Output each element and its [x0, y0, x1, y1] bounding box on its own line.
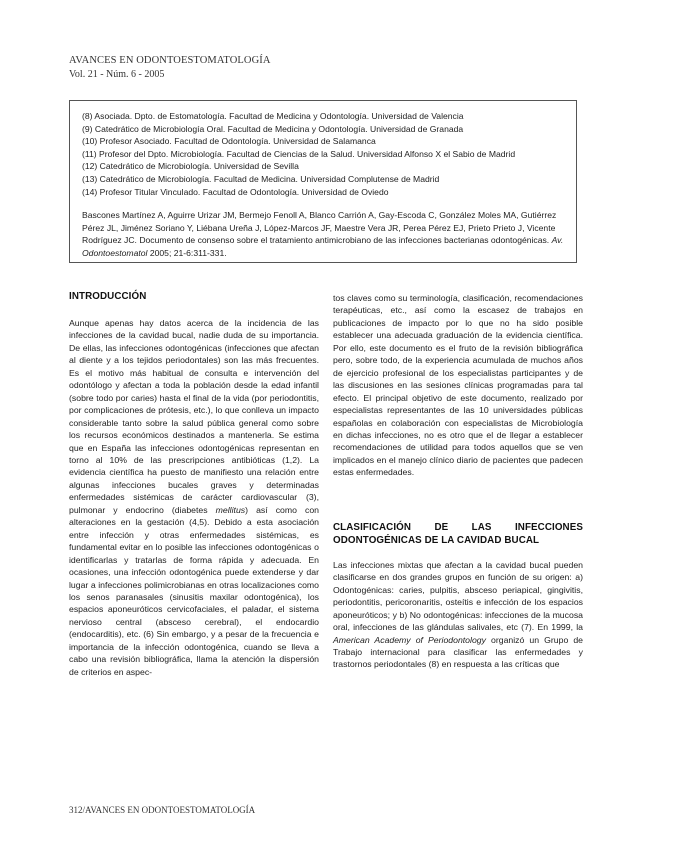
- paragraph-text: ) así como con alteraciones en la gestación (4,5). Debido a esta asociación entre infección y otras enfermedades sistémicas, es fundamental evitar en lo posible las infecciones odontogénicas o identificarlas y tratarlas de forma rápida y adecuada. En ocasiones, una infección odontogénica puede extenderse y dar lugar a infecciones polimicrobianas en otras localizaciones como los senos paranasales (sinusitis maxilar odontogénica), los espacios aponeuróticos cervicofaciales, el paladar, el sistema nervioso central (absceso cerebral), el endocardio (endocarditis), etc. (6) Sin embargo, y a pesar de la frecuencia e importancia de la infección odontogénica, cuando se lleva a cabo una revisión bibliográfica, llama la atención la dispersión de criterios en aspec-: [69, 504, 320, 677]
- affiliation-line: (8) Asociada. Dpto. de Estomatología. Facultad de Medicina y Odontología. Universidad de Valencia: [82, 111, 464, 121]
- right-column: [333, 292, 583, 671]
- affiliation-line: (12) Catedrático de Microbiología. Universidad de Sevilla: [82, 161, 299, 172]
- affiliation-line: (11) Profesor del Dpto. Microbiología. Facultad de Ciencias de la Salud. Universidad Alfonso X el Sabio de Madrid: [82, 148, 516, 159]
- affiliation-line: (13) Catedrático de Microbiología. Facultad de Medicina. Universidad Complutense de Madrid: [82, 173, 440, 184]
- citation-authors: Bascones Martínez A, Aguirre Urizar JM, Bermejo Fenoll A, Blanco Carrión A, Gay-Escoda C, González Moles MA, Gutiérrez Pérez JL, Jiménez Soriano Y, Liébana Ureña J, López-Marcos JF, Maestre Vera JR, Perea Pérez EJ, Prieto Prieto J, Vicente Rodríguez JC. Documento de consenso sobre el tratamiento antimicrobiano de las infecciones bacterianas odontogénicas.: [82, 210, 557, 246]
- paragraph-text: organizó un Grupo de Trabajo internacional para clasificar las enfermedades y trastornos periodontales (8) en respuesta a las críticas que: [333, 634, 583, 670]
- italic-term: mellitus: [215, 504, 246, 515]
- journal-title: AVANCES EN ODONTOESTOMATOLOGÍA: [69, 55, 271, 66]
- section-heading-clasificacion: CLASIFICACIÓN DE LAS INFECCIONES ODONTOGÉNICAS DE LA CAVIDAD BUCAL: [333, 521, 583, 546]
- paragraph-text: Las infecciones mixtas que afectan a la cavidad bucal pueden clasificarse en dos grandes grupos en función de su origen: a) Odontogénicas: caries, pulpitis, absceso periapical, gingivitis, periodontitis, pericoronaritis, osteítis e infección de los espacios aponeuróticos; y b) No odontogénicas: infecciones de la mucosa oral, infecciones de las glándulas salivales, etc (7). En 1999, la: [333, 559, 583, 633]
- section-heading-introduccion: INTRODUCCIÓN: [69, 291, 147, 302]
- body-paragraph: tos claves como su terminología, clasificación, recomendaciones terapéuticas, etc., así como la escasez de trabajos en publicaciones de impacto por lo que no ha sido posible establecer una adecuada graduación de la evidencia científica. Por ello, este documento es el fruto de la revisión bibliográfica pero, sobre todo, de la experiencia acumulada de muchos años de ejercicio profesional de los especialistas participantes y de las discusiones en las sesiones clínicas programadas para tal efecto. El principal objetivo de este documento, realizado por especialistas representantes de las 10 universidades públicas españolas en colaboración con especialistas de Microbiología en dichas infecciones, no es otro que el de llegar a establecer recomendaciones de utilidad para todos aquellos que se ven implicados en el manejo clínico diario de pacientes que padecen estas enfermedades.: [333, 293, 583, 478]
- citation-ref: 2005; 21-6:311-331.: [149, 247, 227, 258]
- paragraph-text: Aunque apenas hay datos acerca de la incidencia de las infecciones de la cavidad bucal, nadie duda de su importancia. De ellas, las infecciones odontogénicas (infecciones que afectan al diente y a los tejidos periodontales) son las más frecuentes. Es el motivo más habitual de consulta e intervención del odontólogo y afectan a toda la población desde la edad infantil (sobre todo por caries) hasta el final de la vida (por periodontitis, por complicaciones de prótesis, etc.), lo que conlleva un impacto considerable tanto sobre la salud pública general como sobre los recursos económicos destinados a mantenerla. Se estima que en España las infecciones odontogénicas representan en torno al 10% de las prescripciones antibióticas (1,2). La evidencia científica ha puesto de manifiesto una relación entre algunas infecciones bucales graves y determinadas enfermedades sistémicas de carácter cardiovascular (3), pulmonar y endocrino (diabetes: [69, 318, 319, 515]
- page-footer: 312/AVANCES EN ODONTOESTOMATOLOGÍA: [69, 805, 256, 815]
- affiliation-line: (9) Catedrático de Microbiología Oral. Facultad de Medicina y Odontología. Universidad de Granada: [82, 123, 464, 134]
- body-paragraph: [69, 317, 319, 678]
- citation-block: [82, 209, 564, 259]
- left-column: [69, 290, 319, 678]
- italic-term: American Academy of Periodontology: [333, 634, 486, 645]
- affiliation-line: (14) Profesor Titular Vinculado. Facultad de Odontología. Universidad de Oviedo: [82, 186, 389, 197]
- running-header: [69, 55, 271, 80]
- citation-journal: Av. Odontoestomatol: [82, 235, 564, 258]
- affiliation-box: [69, 100, 577, 263]
- affiliation-line: (10) Profesor Asociado. Facultad de Odontología. Universidad de Salamanca: [82, 136, 376, 147]
- issue-info: Vol. 21 - Núm. 6 - 2005: [69, 69, 165, 80]
- body-paragraph: [333, 559, 583, 671]
